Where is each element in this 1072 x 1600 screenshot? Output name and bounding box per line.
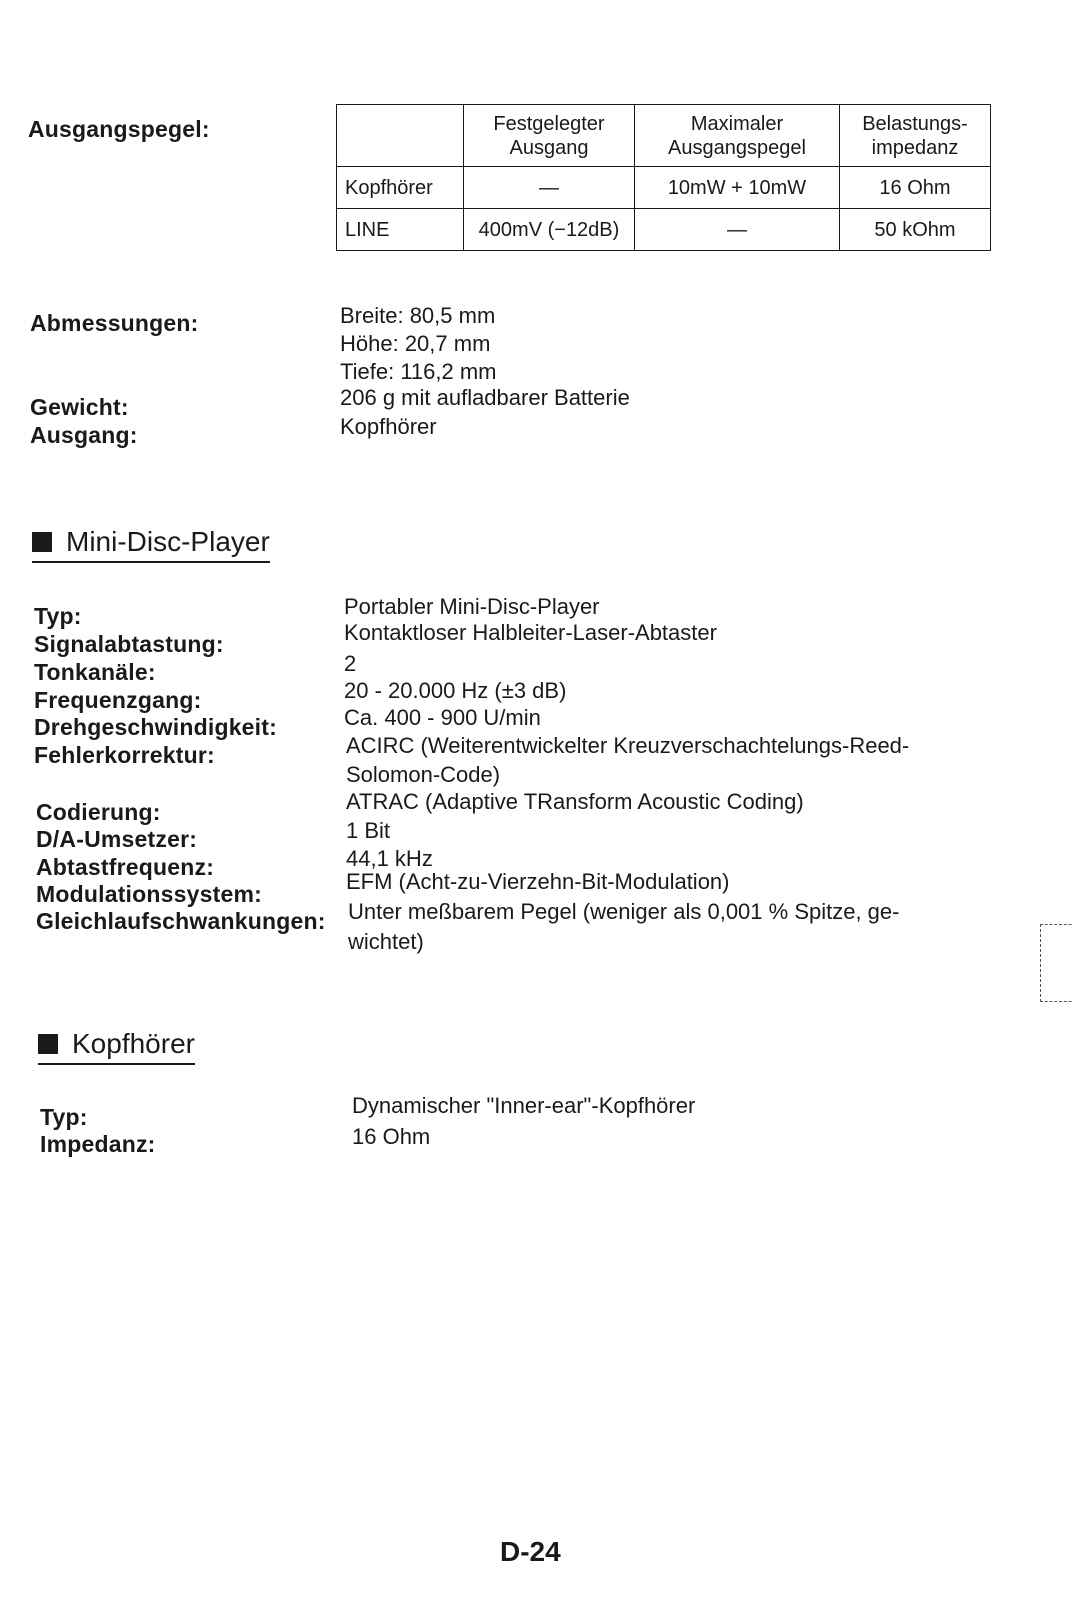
table-header-max-output: Maximaler Ausgangspegel: [635, 105, 840, 167]
spec-label: Typ:: [40, 1104, 88, 1130]
spec-label: Tonkanäle:: [34, 659, 156, 685]
table-header-load-impedance: Belastungs- impedanz: [840, 105, 991, 167]
spec-label: Typ:: [34, 603, 82, 629]
spec-label: Frequenzgang:: [34, 687, 202, 713]
weight-value: 206 g mit aufladbarer Batterie: [340, 385, 630, 410]
table-cell: —: [464, 167, 635, 209]
spec-label: Impedanz:: [40, 1131, 156, 1157]
section-heading-md-player: [32, 526, 270, 563]
section-heading-text: Kopfhörer: [72, 1028, 195, 1059]
output-level-table: [336, 104, 991, 251]
square-bullet-icon: [32, 532, 52, 552]
spec-value: ACIRC (Weiterentwickelter Kreuzverschachtelungs-Reed-: [346, 733, 910, 758]
dimensions-depth: Tiefe: 116,2 mm: [340, 359, 497, 384]
spec-label: D/A-Umsetzer:: [36, 826, 198, 852]
spec-value: ATRAC (Adaptive TRansform Acoustic Coding): [346, 789, 804, 814]
weight-label: Gewicht:: [30, 394, 129, 420]
spec-value: Unter meßbarem Pegel (weniger als 0,001 % Spitze, ge-: [348, 899, 900, 924]
table-cell: Kopfhörer: [337, 167, 464, 209]
spec-value: Dynamischer "Inner-ear"-Kopfhörer: [352, 1093, 696, 1118]
table-cell: 16 Ohm: [840, 167, 991, 209]
output-label: Ausgang:: [30, 422, 138, 448]
margin-tab-mark: [1040, 924, 1072, 1002]
spec-label: Signalabtastung:: [34, 631, 224, 657]
table-cell: 10mW + 10mW: [635, 167, 840, 209]
table-cell: 50 kOhm: [840, 209, 991, 251]
table-cell: —: [635, 209, 840, 251]
spec-value-continued: Solomon-Code): [346, 762, 501, 787]
spec-value: Portabler Mini-Disc-Player: [344, 594, 600, 619]
spec-value: 16 Ohm: [352, 1124, 431, 1149]
spec-value-continued: wichtet): [348, 929, 424, 954]
table-header-row: [337, 105, 991, 167]
dimensions-width: Breite: 80,5 mm: [340, 303, 496, 328]
square-bullet-icon: [38, 1034, 58, 1054]
spec-value: Kontaktloser Halbleiter-Laser-Abtaster: [344, 620, 717, 645]
table-row: [337, 209, 991, 251]
spec-value: 44,1 kHz: [346, 846, 433, 871]
table-header-fixed-output: Festgelegter Ausgang: [464, 105, 635, 167]
spec-value: 1 Bit: [346, 818, 391, 843]
spec-value: Ca. 400 - 900 U/min: [344, 705, 541, 730]
page-number: D-24: [500, 1536, 561, 1567]
spec-label: Codierung:: [36, 799, 161, 825]
dimensions-label: Abmessungen:: [30, 310, 199, 336]
output-value: Kopfhörer: [340, 414, 437, 439]
spec-label: Gleichlaufschwankungen:: [36, 908, 326, 934]
spec-label: Modulationssystem:: [36, 881, 262, 907]
spec-label: Fehlerkorrektur:: [34, 742, 215, 768]
table-row: [337, 167, 991, 209]
spec-value: 20 - 20.000 Hz (±3 dB): [344, 678, 567, 703]
spec-label: Abtastfrequenz:: [36, 854, 215, 880]
output-level-label: Ausgangspegel:: [28, 116, 210, 142]
spec-value: 2: [344, 651, 357, 676]
spec-label: Drehgeschwindigkeit:: [34, 714, 277, 740]
table-cell: LINE: [337, 209, 464, 251]
spec-value: EFM (Acht-zu-Vierzehn-Bit-Modulation): [346, 869, 730, 894]
section-heading-text: Mini-Disc-Player: [66, 526, 270, 557]
dimensions-height: Höhe: 20,7 mm: [340, 331, 491, 356]
section-heading-headphones: [38, 1028, 195, 1065]
table-cell: 400mV (−12dB): [464, 209, 635, 251]
table-header-empty: [337, 105, 464, 167]
